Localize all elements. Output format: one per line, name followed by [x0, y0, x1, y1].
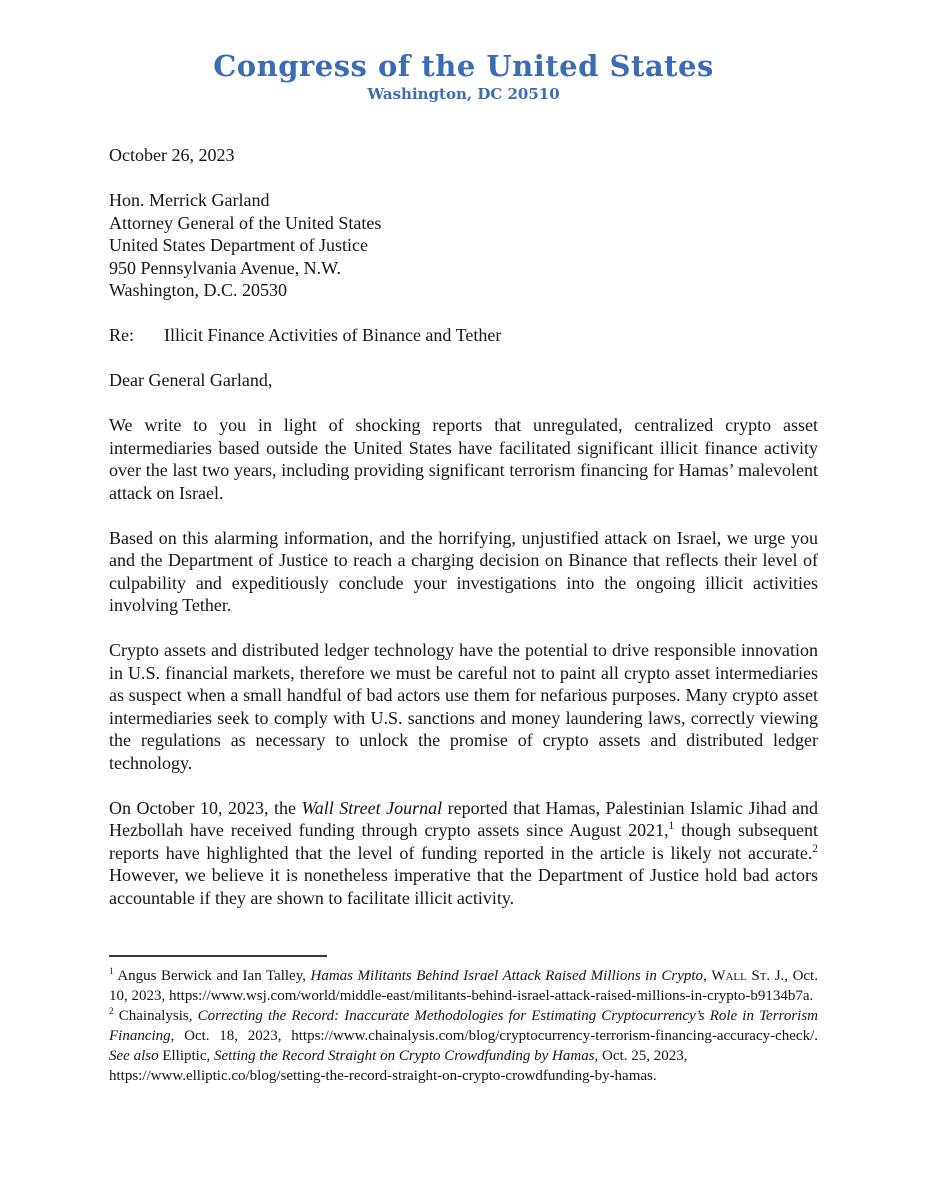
body-paragraph: On October 10, 2023, the Wall Street Journal reported that Hamas, Palestinian Islamic Jihad and Hezbollah have received funding through crypto assets since August 2021,$^1$ though subsequent reports have highlighted that the level of funding reported in the article is likely not accurate.$^2$ However, we believe it is nonetheless imperative that the Department of Justice hold bad actors accountable if they are shown to facilitate illicit activity. — [109, 797, 818, 908]
footnote-separator-rule — [109, 955, 327, 957]
letter-date: October 26, 2023 — [109, 145, 235, 166]
letterhead — [0, 0, 927, 103]
body-paragraph: Crypto assets and distributed ledger technology have the potential to drive responsible innovation in U.S. financial markets, therefore we must be careful not to paint all crypto asset intermediaries as suspect when a small handful of bad actors use them for nefarious purposes. Many crypto asset intermediaries seek to comply with U.S. sanctions and money laundering laws, correctly viewing the regulations as necessary to unlock the promise of crypto assets and distributed ledger technology. — [109, 640, 818, 773]
letter-body — [109, 144, 818, 1086]
recipient-line: Washington, D.C. 20530 — [109, 280, 288, 301]
body-paragraph: Based on this alarming information, and the horrifying, unjustified attack on Israel, we urge you and the Department of Justice to reach a charging decision on Binance that reflects their level of culpability and expeditiously conclude your investigations into the ongoing illicit activities involving Tether. — [109, 527, 818, 616]
salutation: Dear General Garland, — [109, 370, 273, 391]
footnote: $^2$ Chainalysis, Correcting the Record: Inaccurate Methodologies for Estimating Cryptocurrency’s Role in Terrorism Financing, Oct. 18, 2023, https://www.chainalysis.com/blog/cryptocurrency-terrorism-financing-accuracy-check/. See also Elliptic, Setting the Record Straight on Crypto Crowdfunding by Hamas, Oct. 25, 2023, https://www.elliptic.co/blog/setting-the-record-straight-on-crypto-crowdfunding-by-hamas. — [109, 1007, 818, 1085]
letterhead-subtitle: Washington, DC 20510 — [367, 85, 560, 104]
recipient-line: United States Department of Justice — [109, 235, 368, 256]
recipient-line: 950 Pennsylvania Avenue, N.W. — [109, 257, 341, 278]
recipient-line: Attorney General of the United States — [109, 212, 382, 233]
letterhead-title: Congress of the United States — [213, 49, 714, 83]
reference-label: Re: — [109, 325, 134, 346]
reference-line — [109, 324, 818, 347]
recipient-address-block — [109, 189, 818, 302]
recipient-line: Hon. Merrick Garland — [109, 190, 270, 211]
reference-subject: Illicit Finance Activities of Binance and Tether — [164, 325, 502, 346]
body-paragraph: We write to you in light of shocking reports that unregulated, centralized crypto asset intermediaries based outside the United States have facilitated significant illicit finance activity over the last two years, including providing significant terrorism financing for Hamas’ malevolent attack on Israel. — [109, 415, 818, 503]
footnote: $^1$ Angus Berwick and Ian Talley, Hamas Militants Behind Israel Attack Raised Millions in Crypto, Wall St. J., Oct. 10, 2023, https://www.wsj.com/world/middle-east/militants-behind-israel-attack-raised-millions-in-crypto-b9134b7a. — [109, 967, 818, 1005]
footnote-area — [109, 955, 818, 1086]
